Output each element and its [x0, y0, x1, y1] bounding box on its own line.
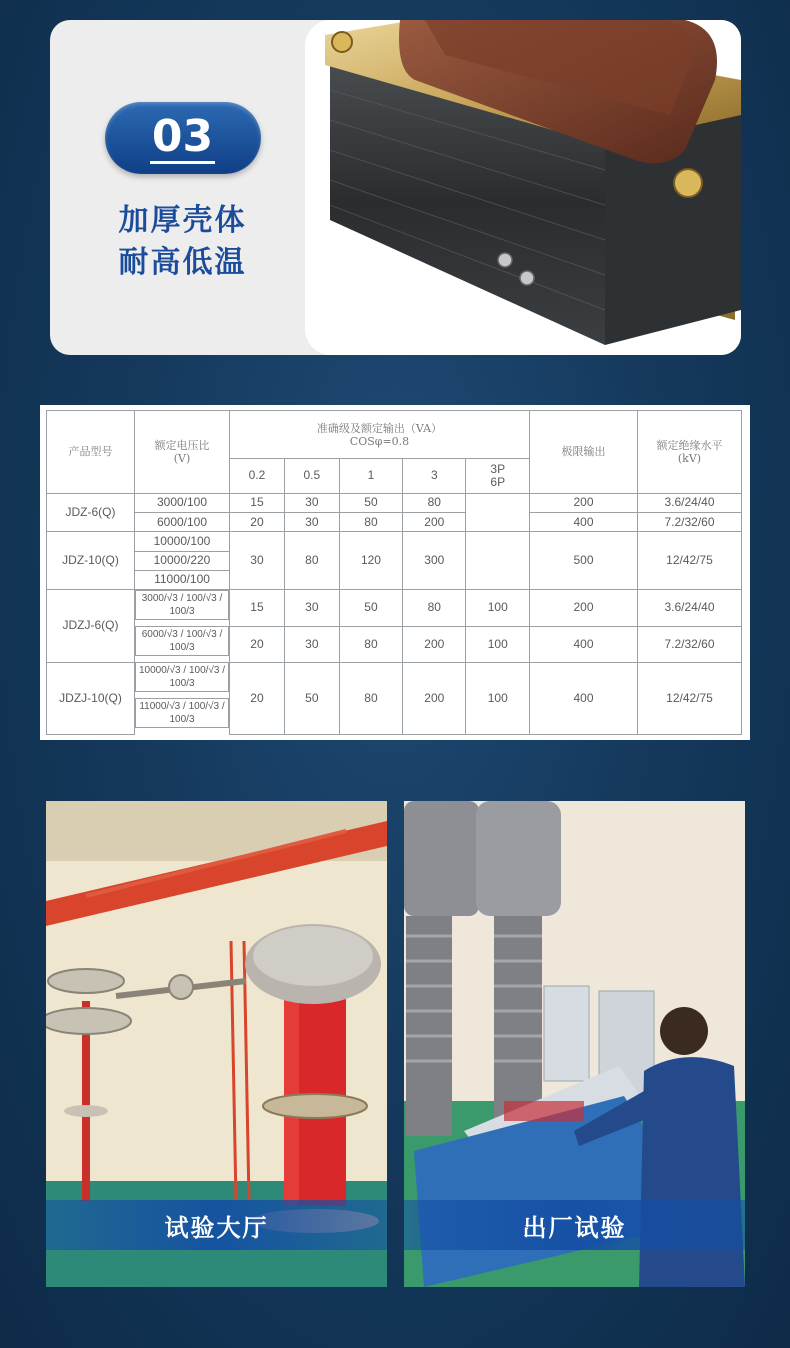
table-cell: 12/42/75	[638, 532, 742, 590]
class-3: 3	[403, 459, 466, 494]
table-cell: 20	[230, 626, 285, 662]
spec-table-panel	[40, 405, 750, 740]
feature-number: 03	[151, 110, 214, 162]
table-cell: 400	[530, 513, 638, 532]
feature-title	[119, 200, 247, 284]
table-cell: 50	[284, 662, 339, 734]
class-0-5: 0.5	[284, 459, 339, 494]
table-cell: 3000/100	[135, 493, 230, 512]
table-cell: 100	[466, 662, 530, 734]
table-cell: 10000/100	[135, 532, 230, 551]
table-cell: 11000/100	[135, 570, 230, 589]
feature-text-panel	[50, 20, 315, 355]
table-cell: 100	[466, 626, 530, 662]
table-cell: 30	[284, 626, 339, 662]
table-cell: 50	[339, 590, 402, 627]
transformer-image	[305, 20, 741, 355]
table-cell: 200	[530, 493, 638, 512]
class-1: 1	[339, 459, 402, 494]
table-cell: 30	[284, 513, 339, 532]
class-3p-6p	[466, 459, 530, 494]
table-cell: 120	[339, 532, 402, 590]
table-cell: 300	[403, 532, 466, 590]
table-cell: 30	[284, 493, 339, 512]
table-cell: 80	[403, 590, 466, 627]
table-cell: 200	[403, 513, 466, 532]
header-model: 产品型号	[47, 411, 135, 494]
table-cell: 3.6/24/40	[638, 590, 742, 627]
table-cell-empty	[466, 493, 530, 531]
table-cell: 15	[230, 590, 285, 627]
test-hall-photo	[46, 801, 387, 1287]
model-jdz10: JDZ-10(Q)	[47, 532, 135, 590]
table-cell: 3.6/24/40	[638, 493, 742, 512]
table-cell: 6000/√3 / 100/√3 / 100/3	[135, 626, 229, 656]
transformer-photo	[305, 20, 741, 355]
table-cell: 400	[530, 626, 638, 662]
table-cell: 30	[284, 590, 339, 627]
caption-factory-test: 出厂试验	[404, 1200, 745, 1250]
feature-title-line1: 加厚壳体	[118, 203, 247, 238]
header-insulation-label: 额定绝缘水平	[656, 438, 723, 452]
header-accuracy	[230, 411, 530, 459]
header-voltage-unit: (V)	[173, 451, 191, 465]
table-cell: 11000/√3 / 100/√3 / 100/3	[135, 698, 229, 728]
model-jdz6: JDZ-6(Q)	[47, 493, 135, 531]
table-cell: 12/42/75	[638, 662, 742, 734]
table-cell: 15	[230, 493, 285, 512]
table-cell: 20	[230, 513, 285, 532]
table-cell: 80	[339, 513, 402, 532]
class-0-2: 0.2	[230, 459, 285, 494]
model-jdzj10: JDZJ-10(Q)	[47, 662, 135, 734]
feature-card	[50, 20, 741, 355]
table-cell: 200	[403, 626, 466, 662]
table-cell: 3000/√3 / 100/√3 / 100/3	[135, 590, 229, 620]
table-cell: 50	[339, 493, 402, 512]
table-cell: 80	[339, 662, 402, 734]
header-insulation-unit: (kV)	[677, 451, 702, 465]
table-cell: 500	[530, 532, 638, 590]
table-cell: 30	[230, 532, 285, 590]
table-cell: 200	[403, 662, 466, 734]
header-insulation	[638, 411, 742, 494]
factory-test-photo	[404, 801, 745, 1287]
table-cell: 400	[530, 662, 638, 734]
header-voltage-ratio	[135, 411, 230, 494]
table-cell-empty	[466, 532, 530, 590]
table-cell: 200	[530, 590, 638, 627]
table-cell: 7.2/32/60	[638, 626, 742, 662]
header-accuracy-label: 准确级及额定输出（VA）	[316, 421, 443, 435]
table-cell: 80	[403, 493, 466, 512]
header-limit-output: 极限输出	[530, 411, 638, 494]
table-cell: 100	[466, 590, 530, 627]
table-cell: 7.2/32/60	[638, 513, 742, 532]
header-voltage-ratio-label: 额定电压比	[154, 438, 210, 452]
table-cell: 10000/√3 / 100/√3 / 100/3	[135, 662, 229, 692]
table-cell: 80	[339, 626, 402, 662]
table-cell: 6000/100	[135, 513, 230, 532]
header-cos: COSφ=0.8	[349, 434, 410, 448]
caption-test-hall: 试验大厅	[46, 1200, 387, 1250]
feature-number-badge	[105, 102, 261, 174]
feature-title-line2: 耐高低温	[118, 245, 247, 280]
table-cell: 20	[230, 662, 285, 734]
class-3p: 3P	[490, 461, 506, 476]
class-6p: 6P	[490, 474, 506, 489]
spec-table	[46, 410, 742, 735]
table-cell: 80	[284, 532, 339, 590]
model-jdzj6: JDZJ-6(Q)	[47, 590, 135, 663]
table-cell: 10000/220	[135, 551, 230, 570]
